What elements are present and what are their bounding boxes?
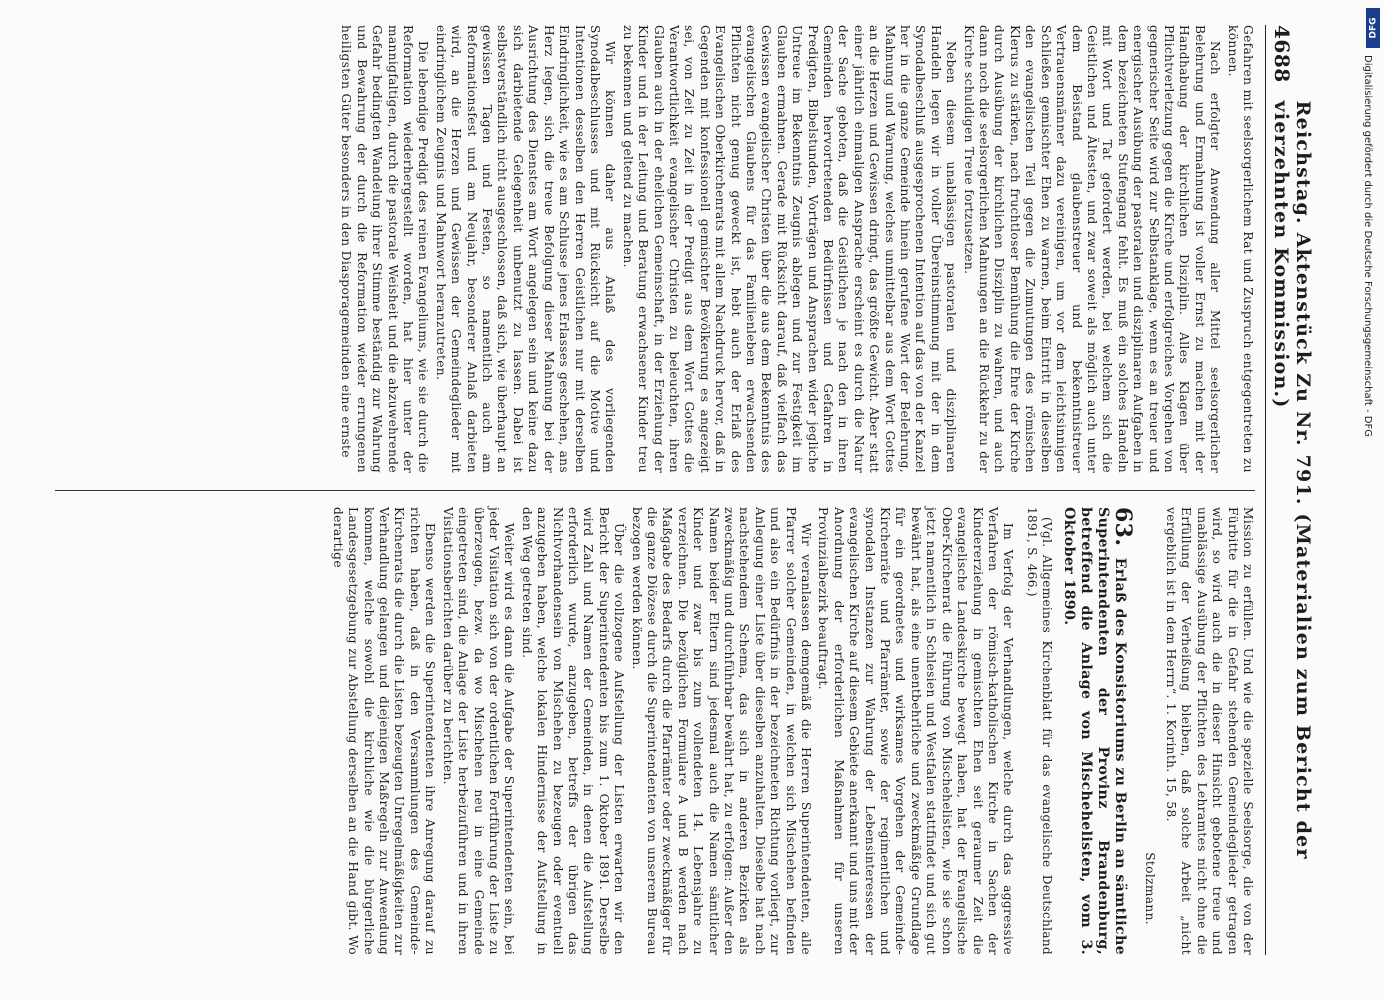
paragraph: Ebenso werden die Superintendenten ihre Anregung darauf zu richten haben, daß in den Versammlungen des Gemeinde-Kirchenrats die durch die Listen bezeugten Unregelmäßigkeiten zur Verhandlung gelangen und diejenigen Maßregeln zur Anwendung kommen, welche sowohl die kirchliche wie die bürgerliche Landesgesetzgebung zur Abstellung derselben an die Hand gibt. Wo derartige xyxy=(330,507,438,955)
paragraph: Die lebendige Predigt des reinen Evangeliums, wie sie durch die Reformation wiederhergestellt worden, hat hier unter der mannigfaltigen, durch die pastorale Weisheit und die abzuwehrende Gefahr bedingten Wandelung ihrer Stimme beständig zur Wahrung und Bewahrung der durch die Reformation wieder errungenen heiligsten Güter besonders in den Diasporagemeinden eine ernste xyxy=(339,25,431,473)
source-reference: (Vgl. Allgemeines Kirchenblatt für das evangelische Deutschland 1891, S. 466.) xyxy=(1024,507,1055,955)
page-header xyxy=(1265,25,1314,955)
section-title: Erlaß des Konsistoriums zu Berlin an sämtliche Superintendenten der Provinz Brandenburg, betreffend die Anlage von Mischehelisten, vom 3. Oktober 1890. xyxy=(1061,507,1129,955)
paragraph: Gefahren mit seelsorgerlichem Rat und Zuspruch entgegentreten zu können. xyxy=(1225,25,1255,473)
paragraph: Nach erfolgter Anwendung aller Mittel seelsorgerlicher Belehrung und Ermahnung ist voller Ernst zu machen mit der Handhabung der kirchlichen Disziplin. Alles Klagen über Pflichtverletzung gegen die Kirche und erfolgreiches Vorgehen von gegnerischer Seite wird zur Selbstanklage, wenn es an treuer und energischer Ausübung der pastoralen und disziplinaren Aufgaben in dem bezeichneten Stufengang fehlt. Es muß ein solches Handeln mit Wort und Tat gefordert werden, bei welchem sich die Geistlichen und Ältesten, und zwar soweit als möglich auch unter dem Beistand glaubenstreuer und bekenntnistreuer Vertrauensmänner dazu vereinigen, um vor dem leichtsinnigen Schließen gemischter Ehen zu warnen, beim Eintritt in dieselben den evangelischen Teil gegen die Zumutungen des römischen Klerus zu stärken, nach fruchtloser Bemühung die Ehre der Kirche durch Ausübung der kirchlichen Disziplin zu wahren, und auch dann noch die seelsorgerlichen Mahnungen an die Rückkehr zu der Kirche schuldigen Treue fortzusetzen. xyxy=(961,25,1223,473)
dfg-logo: DFG xyxy=(1366,8,1380,48)
paragraph: Mission zu erfüllen. Und wie die spezielle Seelsorge, die von der Fürbitte für die in Gefahr stehenden Gemeindeglieder getragen wird, so wird auch die in dieser Hinsicht gebotene treue und unablässige Ausübung der Pflichten des Lehramtes nicht ohne die Erfüllung der Verheißung bleiben, daß solche Arbeit „nicht vergeblich ist in dem Herrn“. 1. Korinth. 15, 58. xyxy=(1163,507,1255,955)
paragraph: Neben diesem unablässigen pastoralen und disziplinaren Handeln legen wir in voller Übereinstimmung mit der in dem Synodalbeschluß ausgesprochenen Intention auf das von der Kanzel her in die ganze Gemeinde hinein gerufene Wort der Belehrung, Mahnung und Warnung, welches unmittelbar aus dem Wort Gottes an die Herzen und Gewissen dringt, das größte Gewicht. Aber statt einer jährlich einmaligen Ansprache erscheint es durch die Natur der Sache geboten, daß die Geistlichen je nach den in ihren Gemeinden hervortretenden Bedürfnissen und Gefahren in Predigten, Bibelstunden, Vorträgen und Ansprachen wider jegliche Untreue im Bekenntnis Zeugnis ablegen und zur Festigkeit im Glauben ermahnen. Gerade mit Rücksicht darauf, daß vielfach das Gewissen evangelischer Christen über die aus dem Bekenntnis des evangelischen Glaubens für das Familienleben erwachsenden Pflichten nicht genug geweckt ist, hebt auch der Erlaß des Evangelischen Oberkirchenrats mit allem Nachdruck hervor, daß in Gegenden mit konfessionell gemischter Bevölkerung es angezeigt sei, von Zeit zu Zeit in der Predigt aus dem Wort Gottes die Verantwortlichkeit evangelischer Christen zu beleuchten, ihren Glauben auch in der ehelichen Gemeinschaft, in der Erziehung der Kinder und in der Leitung und Beratung erwachsener Kinder treu zu bekennen und geltend zu machen. xyxy=(620,25,959,473)
funding-credit: Digitalisierung gefördert durch die Deutsche Forschungsgemeinschaft - DFG xyxy=(1362,55,1373,438)
page-number: 4688 xyxy=(1270,25,1294,83)
signature: Stolzmann. xyxy=(1142,852,1157,925)
paragraph: Über die vollzogene Aufstellung der Listen erwarten wir den Bericht der Superintendenten bis zum 1. Oktober 1891. Derselbe wird Zahl und Namen der Gemeinden, in denen die Aufstellung erforderlich wurde, anzugeben, betreffs der übrigen das Nichtvorhandensein von Mischehen zu bezeugen oder eventuell anzugeben haben, welche lokalen Hindernisse der Aufstellung in den Weg getreten sind. xyxy=(519,507,627,955)
rotated-document xyxy=(45,25,1314,955)
paragraph: Weiter wird es dann die Aufgabe der Superintendenten sein, bei jeder Visitation sich von der ordentlichen Fortführung der Liste zu überzeugen, bezw. da wo Mischehen neu in eine Gemeinde eingetreten sind, die Anlage der Liste herbeizuführen und in ihren Visitationsberichten darüber zu berichten. xyxy=(440,507,517,955)
left-column xyxy=(55,25,1255,473)
right-column xyxy=(55,507,1255,955)
section-number: 63. xyxy=(1110,507,1137,547)
paragraph: Wir können daher aus Anlaß des vorliegenden Synodalbeschlusses und mit Rücksicht auf die Motive und Intentionen desselben den Herren Geistlichen nur mit derselben Eindringlichkeit, wie es am Schlusse jenes Erlasses geschehen, ans Herz legen, sich die treue Befolgung dieser Mahnung bei der Ausrichtung des Dienstes am Wort angelegen sein und keine dazu sich darbietende Gelegenheit unbenutzt zu lassen. Dabei ist selbstverständlich nicht ausgeschlossen, daß sich, wie überhaupt an gewissen Tagen und Festen, so namentlich auch am Reformationsfest und am Neujahr, besonderer Anlaß darbieten wird, an die Herzen und Gewissen der Gemeindeglieder mit eindringlichem Zeugnis und Mahnwort heranzutreten. xyxy=(433,25,618,473)
column-divider xyxy=(55,490,1255,491)
section-heading xyxy=(1060,507,1137,955)
paragraph: Im Verfolg der Verhandlungen, welche durch das aggressive Verfahren der römisch-katholischen Kirche in Sachen der Kindererziehung in gemischten Ehen seit geraumer Zeit die evangelische Landeskirche bewegt haben, hat der Evangelische Ober-Kirchenrat die Führung von Mischehelisten, wie sie schon jetzt namentlich in Schlesien und Westfalen stattfindet und sich gut bewährt hat, als eine unentbehrliche und zweckmäßige Grundlage für ein geordnetes und wirksames Vorgehen der Gemeinde-Kirchenräte und Pfarrämter, sowie der regimentlichen und synodalen Instanzen zur Wahrung der Lebensinteressen der evangelischen Kirche auf diesem Gebiete anerkannt und uns mit der Anordnung der erforderlichen Maßnahmen für unseren Provinzialbezirk beauftragt. xyxy=(816,507,1016,955)
paragraph: Wir veranlassen demgemäß die Herren Superintendenten, alle Pfarrer solcher Gemeinden, in welchen sich Mischehen befinden und also ein Bedürfnis in der bezeichneten Richtung vorliegt, zur Anlegung einer Liste über dieselben anzuhalten. Dieselbe hat nach nachstehendem Schema, das sich in anderen Bezirken als zweckmäßig und durchführbar bewährt hat, zu erfolgen: Außer den Namen beider Eltern sind jedesmal auch die Namen sämtlicher Kinder und zwar bis zum vollendeten 14. Lebensjahre zu verzeichnen. Die bezüglichen Formulare A und B werden nach Maßgabe des Bedarfs durch die Pfarrämter oder zweckmäßiger für die ganze Diözese durch die Superintendenten von unserem Bureau bezogen werden können. xyxy=(629,507,814,955)
running-title: Reichstag. Aktenstück Zu Nr. 791. (Materialien zum Bericht der vierzehnten Kommission.) xyxy=(1270,100,1314,860)
